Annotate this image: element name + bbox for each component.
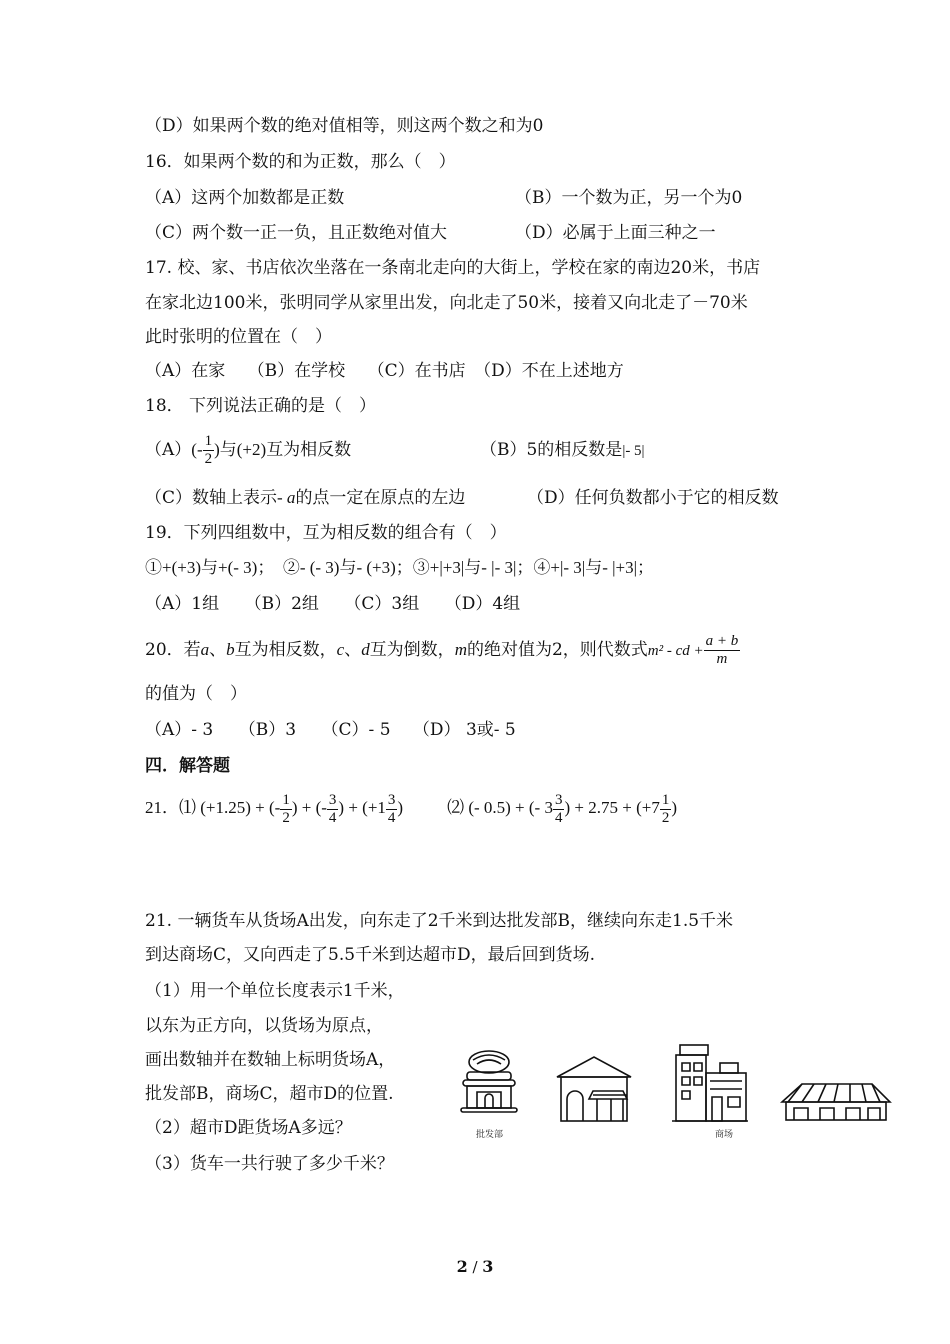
- q16-option-c: （C）两个数一正一负，且正数绝对值大: [145, 223, 448, 243]
- q16-stem: 16．如果两个数的和为正数，那么（ ）: [145, 152, 456, 172]
- shop-house-illustration: [553, 1053, 635, 1125]
- q20-var-m: m: [454, 640, 467, 659]
- q18-option-c: [145, 486, 465, 510]
- supermarket-illustration: [780, 1080, 892, 1124]
- q21a-p1-frac3-num: 3: [387, 791, 396, 808]
- section-4-title: 四．解答题: [145, 756, 230, 776]
- q20-line-1: [145, 630, 740, 671]
- q16-option-a: （A）这两个加数都是正数: [145, 188, 345, 208]
- q21a-p2-frac2: [660, 792, 672, 827]
- q20-fraction: [704, 633, 741, 668]
- q21a-p2-frac1-den: 4: [554, 809, 563, 826]
- q16-option-d: （D）必属于上面三种之一: [515, 223, 716, 243]
- q20-var-c: c: [336, 640, 345, 659]
- q21b-sub1-line-2: 以东为正方向，以货场为原点，: [145, 1016, 383, 1036]
- q20-expr-lead: m² - cd +: [647, 643, 704, 659]
- mall-label: 商场: [715, 1130, 734, 1140]
- q21a-p2-end: ): [671, 798, 677, 817]
- q21a-p1-frac3-den: 4: [387, 809, 396, 826]
- q21a-expressions: [145, 788, 677, 828]
- q21a-p2-mid: ) + 2.75 + (+7: [564, 798, 660, 817]
- q21a-p1-lead: ⑴ (+1.25) + (-: [179, 798, 281, 817]
- q21b-sub1-line-3: 画出数轴并在数轴上标明货场A，: [145, 1050, 396, 1070]
- q21a-p1-mid1: ) + (-: [291, 798, 327, 817]
- q21a-p2-frac1: [553, 792, 565, 827]
- q17-line-1: 17. 校、家、书店依次坐落在一条南北走向的大街上，学校在家的南边20米，书店: [145, 258, 761, 278]
- q21a-p1-frac1-num: 1: [282, 791, 290, 808]
- q15-option-d: （D）如果两个数的绝对值相等，则这两个数之和为0: [145, 116, 544, 136]
- q19-options: （A）1组 （B）2组 （C）3组 （D）4组: [145, 594, 521, 614]
- q19-stem: 19．下列四组数中，互为相反数的组合有（ ）: [145, 523, 507, 543]
- q20-var-b: b: [226, 640, 235, 659]
- q20-t3: 互为相反数，: [234, 640, 337, 660]
- page-number: 2: [456, 1257, 468, 1276]
- q21a-p2-frac2-num: 1: [661, 791, 670, 808]
- q21a-p1-frac2-den: 4: [328, 809, 337, 826]
- page-separator: /: [467, 1258, 483, 1276]
- q17-options: （A）在家 （B）在学校 （C）在书店 （D）不在上述地方: [145, 361, 624, 381]
- q21a-p1-frac2: [327, 792, 339, 827]
- q21a-p2-lead: ⑵ (- 0.5) + (- 3: [447, 798, 553, 817]
- q18-a-close: )与(+2): [214, 440, 267, 459]
- wholesale-label: 批发部: [476, 1130, 504, 1140]
- page-total: 3: [482, 1257, 494, 1276]
- q18-a-suffix: 互为相反数: [266, 440, 352, 460]
- q18-c-suffix: 的点一定在原点的左边: [295, 488, 466, 508]
- q21a-p1-mid2: ) + (+1: [338, 798, 386, 817]
- q18-a-denominator: 2: [204, 451, 213, 467]
- q21b-sub1-line-4: 批发部B，商场C，超市D的位置.: [145, 1084, 394, 1104]
- q20-t1: 20．若: [145, 640, 201, 660]
- q18-option-a: [145, 430, 351, 470]
- q20-var-a: a: [200, 640, 210, 659]
- q20-t5: 互为倒数，: [369, 640, 455, 660]
- page-footer: [0, 1257, 950, 1276]
- q21b-line-2: 到达商场C，又向西走了5.5千米到达超市D，最后回到货场.: [145, 945, 596, 965]
- q21b-sub3: （3）货车一共行驶了多少千米？: [145, 1154, 394, 1174]
- q21a-p2-frac1-num: 3: [554, 791, 563, 808]
- q21a-p1-frac1-den: 2: [282, 809, 290, 826]
- q21b-line-1: 21. 一辆货车从货场A出发，向东走了2千米到达批发部B，继续向东走1.5千米: [145, 911, 734, 931]
- q19-items: ①+(+3)与+(- 3)； ②- (- 3)与- (+3)；③+|+3|与- |- 3|；④+|- 3|与- |+3|；: [145, 558, 655, 577]
- q18-a-open: (-: [191, 440, 203, 459]
- q16-option-b: （B）一个数为正，另一个为0: [515, 188, 743, 208]
- mall-building-illustration: [670, 1043, 750, 1125]
- q20-line-2: 的值为（ ）: [145, 684, 247, 704]
- q18-a-numerator: 1: [204, 433, 213, 449]
- q20-options: （A）- 3 （B）3 （C）- 5 （D） 3或- 5: [145, 720, 516, 740]
- q18-a-prefix: （A）: [145, 440, 192, 460]
- q18-stem: 18． 下列说法正确的是（ ）: [145, 396, 377, 416]
- q18-option-d: （D）任何负数都小于它的相反数: [527, 488, 779, 508]
- q21a-p2-frac2-den: 2: [661, 809, 670, 826]
- q20-t6: 的绝对值为2，则代数式: [466, 640, 648, 660]
- q20-frac-numerator: a + b: [705, 633, 739, 649]
- wholesale-building-illustration: [455, 1048, 523, 1116]
- q18-c-math: - a: [277, 488, 296, 507]
- q21a-p1-frac1: [280, 792, 292, 827]
- q20-t4: 、: [344, 640, 362, 660]
- q18-b-text: （B）5的相反数是: [480, 440, 623, 460]
- q20-var-d: d: [361, 640, 370, 659]
- q17-line-3: 此时张明的位置在（ ）: [145, 327, 332, 347]
- q21a-p1-end: ): [397, 798, 404, 817]
- q17-line-2: 在家北边100米，张明同学从家里出发，向北走了50米，接着又向北走了－70米: [145, 293, 748, 313]
- q21a-p1-frac3: [386, 792, 398, 827]
- q21b-sub1-line-1: （1）用一个单位长度表示1千米，: [145, 981, 405, 1001]
- q20-t2: 、: [209, 640, 227, 660]
- q18-b-math: |- 5|: [622, 443, 645, 459]
- q21a-p1-frac2-num: 3: [328, 791, 337, 808]
- q20-frac-denominator: m: [716, 651, 728, 667]
- q18-option-b: [480, 438, 645, 463]
- q18-a-fraction: [203, 433, 215, 468]
- q18-c-prefix: （C）数轴上表示: [145, 488, 278, 508]
- q21b-sub2: （2）超市D距货场A多远？: [145, 1118, 352, 1138]
- q21a-label: 21．: [145, 798, 179, 817]
